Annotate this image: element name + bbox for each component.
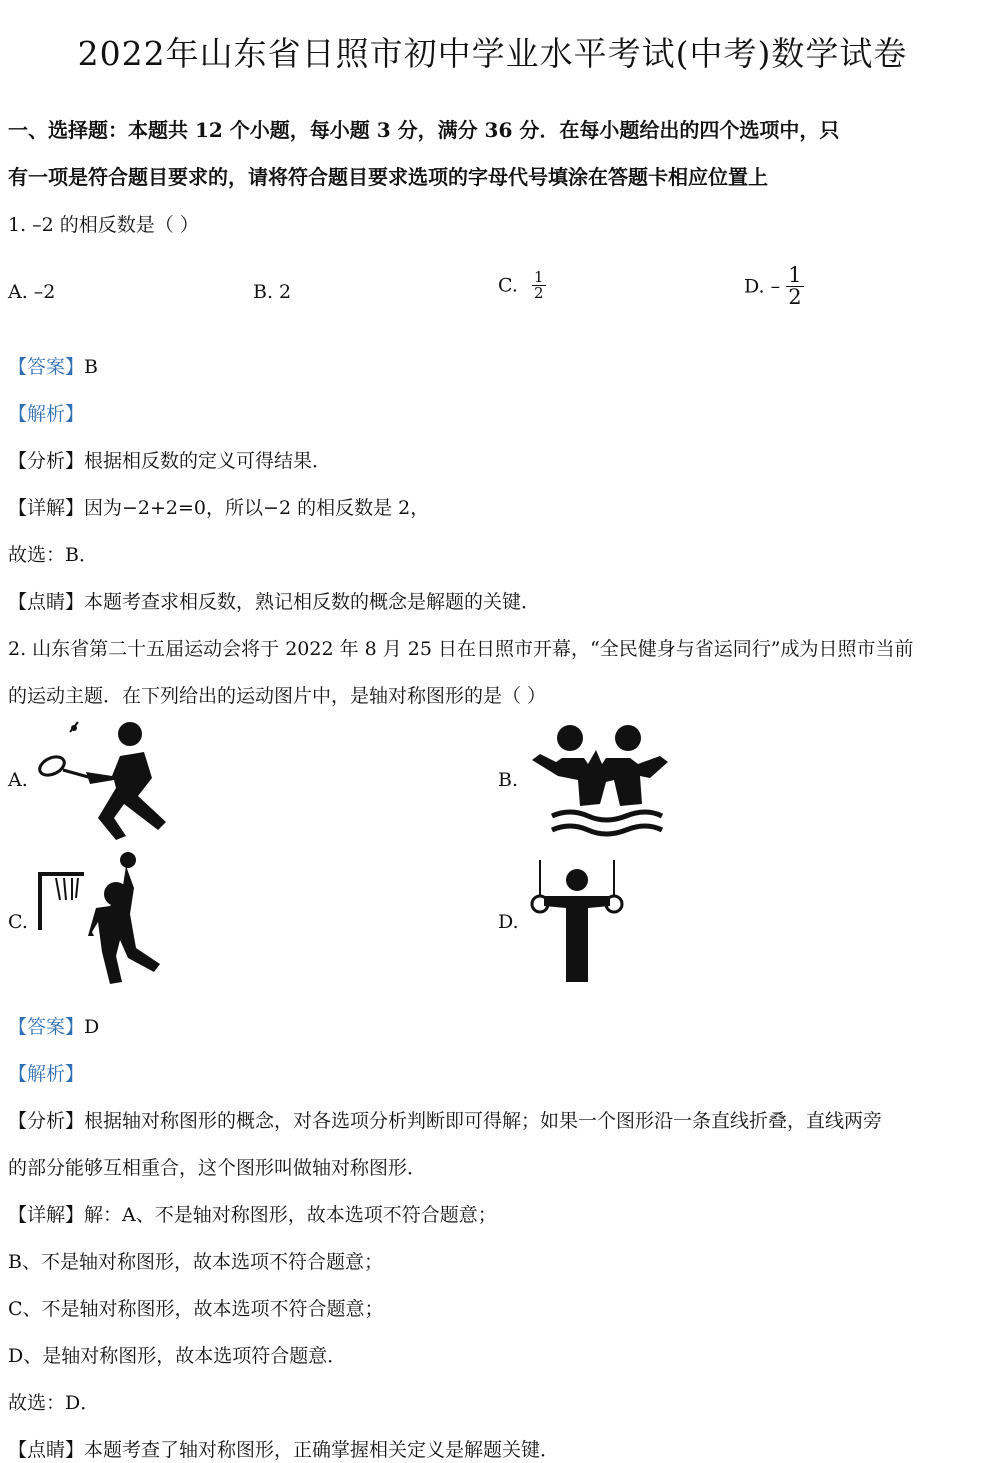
synchronized-swimmers-icon	[530, 720, 670, 840]
q2-choice: 故选：D．	[8, 1392, 100, 1414]
q1-jiexi-tag: 【解析】	[8, 403, 85, 425]
q2-analysis-line-2: 的部分能够互相重合，这个图形叫做轴对称图形．	[8, 1157, 427, 1179]
q1-option-d-denominator: 2	[788, 285, 802, 309]
q2-stem-line-2: 的运动主题．在下列给出的运动图片中，是轴对称图形的是（ ）	[8, 685, 547, 707]
q1-option-c	[498, 270, 546, 301]
page-title: 2022年山东省日照市初中学业水平考试(中考)数学试卷	[77, 34, 908, 73]
q2-analysis-line-1: 【分析】根据轴对称图形的概念，对各选项分析判断即可得解；如果一个图形沿一条直线折叠，直线两旁	[8, 1110, 883, 1132]
basketball-player-icon	[36, 852, 170, 988]
rings-gymnast-icon	[530, 858, 624, 988]
q1-comment: 【点睛】本题考查求相反数，熟记相反数的概念是解题的关键．	[8, 591, 541, 613]
q1-analysis: 【分析】根据相反数的定义可得结果．	[8, 450, 332, 472]
q2-jiexi-tag: 【解析】	[8, 1063, 85, 1085]
q1-option-c-label: C.	[498, 274, 518, 297]
q1-option-c-denominator: 2	[533, 284, 544, 302]
q1-option-d-numerator: 1	[788, 263, 802, 287]
q2-option-a-label: A.	[8, 769, 28, 791]
q1-option-d-label: D. –	[744, 275, 781, 298]
q1-detail: 【详解】因为−2+2=0，所以−2 的相反数是 2，	[8, 497, 430, 519]
q2-answer-tag: 【答案】	[8, 1016, 85, 1038]
section-heading-line-1: 一、选择题：本题共 12 个小题，每小题 3 分，满分 36 分．在每小题给出的四个选项中，只	[8, 118, 840, 142]
q2-option-d-label: D.	[498, 911, 519, 933]
q1-option-d-fraction	[786, 265, 803, 308]
q1-answer-tag: 【答案】	[8, 356, 85, 378]
q2-stem-line-1: 2. 山东省第二十五届运动会将于 2022 年 8 月 25 日在日照市开幕，“全民健身与省运同行”成为日照市当前	[8, 638, 914, 660]
q2-detail-line-2: B、不是轴对称图形，故本选项不符合题意；	[8, 1251, 383, 1273]
q2-option-b-label: B.	[498, 769, 519, 791]
q2-detail-line-3: C、不是轴对称图形，故本选项不符合题意；	[8, 1298, 384, 1320]
q2-detail-line-1: 【详解】解：A、不是轴对称图形，故本选项不符合题意；	[8, 1204, 497, 1226]
q1-choice: 故选：B．	[8, 544, 98, 566]
q2-answer-value: D	[84, 1016, 100, 1038]
q1-answer	[8, 352, 98, 379]
q1-stem: 1. –2 的相反数是（ ）	[8, 214, 199, 236]
q1-option-d	[744, 265, 804, 308]
q1-option-b: B. 2	[253, 281, 292, 303]
q1-option-c-fraction	[532, 270, 546, 301]
q2-detail-line-4: D、是轴对称图形，故本选项符合题意．	[8, 1345, 347, 1367]
q1-answer-value: B	[84, 356, 98, 378]
section-heading-line-2: 有一项是符合题目要求的，请将符合题目要求选项的字母代号填涂在答题卡相应位置上	[8, 165, 768, 189]
q1-option-c-numerator: 1	[533, 268, 544, 286]
q2-comment: 【点睛】本题考查了轴对称图形，正确掌握相关定义是解题关键．	[8, 1439, 560, 1461]
q2-option-c-label: C.	[8, 911, 28, 933]
q1-option-a: A. –2	[8, 281, 56, 303]
badminton-player-icon	[34, 718, 180, 842]
q2-answer	[8, 1012, 99, 1039]
